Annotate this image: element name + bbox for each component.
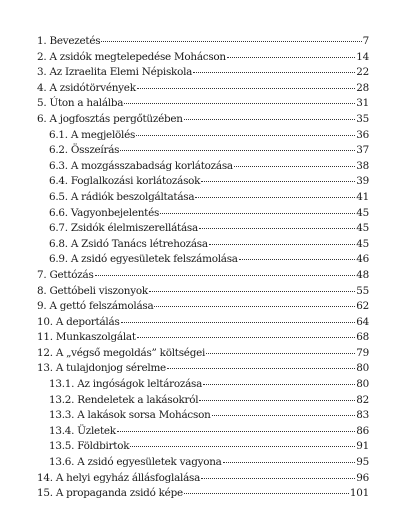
toc-entry-title: 3. Az Izraelita Elemi Népiskola (37, 66, 193, 79)
toc-entry (37, 284, 369, 300)
toc-entry-title: 6.7. Zsidók élelmiszerellátása (49, 222, 198, 235)
toc-leader-dots (121, 322, 356, 323)
toc-entry (37, 81, 369, 97)
toc-entry (37, 471, 369, 487)
toc-page-number: 45 (356, 222, 369, 235)
toc-entry (37, 50, 369, 66)
toc-leader-dots (203, 384, 355, 385)
toc-page-number: 79 (356, 346, 369, 359)
toc-entry-title: 13.6. A zsidó egyesületek vagyona (49, 456, 222, 469)
toc-leader-dots (212, 415, 356, 416)
toc-page-number: 31 (356, 97, 369, 110)
toc-leader-dots (137, 88, 356, 89)
toc-entry (37, 486, 369, 502)
toc-page-number: 46 (356, 253, 369, 266)
toc-leader-dots (101, 41, 361, 42)
toc-leader-dots (199, 228, 355, 229)
toc-subentry (37, 252, 369, 268)
toc-subentry (37, 143, 369, 159)
toc-leader-dots (124, 103, 355, 104)
toc-page-number: 64 (356, 315, 369, 328)
toc-subentry (37, 221, 369, 237)
toc-entry-title: 6.9. A zsidó egyesületek felszámolása (49, 253, 238, 266)
toc-entry (37, 34, 369, 50)
toc-page-number: 91 (356, 440, 369, 453)
toc-entry-title: 6.5. A rádiók beszolgáltatása (49, 190, 195, 203)
toc-leader-dots (167, 368, 355, 369)
toc-leader-dots (184, 493, 349, 494)
toc-entry (37, 315, 369, 331)
toc-page-number: 68 (356, 331, 369, 344)
toc-subentry (37, 439, 369, 455)
toc-entry-title: 15. A propaganda zsidó képe (37, 487, 183, 500)
toc-page-number: 95 (356, 456, 369, 469)
toc-leader-dots (95, 275, 356, 276)
toc-page-number: 7 (362, 35, 369, 47)
table-of-contents (37, 34, 369, 502)
toc-leader-dots (209, 244, 355, 245)
toc-entry-title: 6.2. Összeírás (49, 144, 120, 157)
toc-entry-title: 8. Gettóbeli viszonyok (37, 284, 148, 297)
toc-leader-dots (223, 462, 356, 463)
toc-leader-dots (206, 353, 355, 354)
toc-page-number: 41 (356, 190, 369, 203)
toc-subentry (37, 206, 369, 222)
toc-leader-dots (154, 306, 355, 307)
toc-page-number: 45 (356, 237, 369, 250)
toc-page-number: 35 (356, 112, 369, 125)
toc-entry-title: 4. A zsidótörvények (37, 81, 136, 94)
toc-leader-dots (239, 259, 356, 260)
toc-page-number: 83 (356, 409, 369, 422)
toc-page-number: 38 (356, 159, 369, 172)
toc-page-number: 37 (356, 144, 369, 157)
toc-leader-dots (195, 197, 355, 198)
toc-leader-dots (120, 150, 355, 151)
toc-leader-dots (199, 400, 355, 401)
toc-entry (37, 299, 369, 315)
toc-entry-title: 10. A deportálás (37, 315, 120, 328)
toc-page-number: 36 (356, 128, 369, 141)
toc-entry-title: 1. Bevezetés (37, 35, 101, 47)
toc-entry-title: 13.5. Földbirtok (49, 440, 130, 453)
toc-page-number: 86 (356, 424, 369, 437)
toc-entry (37, 112, 369, 128)
toc-leader-dots (149, 291, 355, 292)
toc-entry-title: 6.4. Foglalkozási korlátozások (49, 175, 201, 188)
toc-page-number: 22 (356, 66, 369, 79)
toc-subentry (37, 393, 369, 409)
toc-leader-dots (184, 119, 356, 120)
toc-page-number: 28 (356, 81, 369, 94)
toc-entry-title: 6.3. A mozgásszabadság korlátozása (49, 159, 233, 172)
toc-entry (37, 65, 369, 81)
toc-page-number: 82 (356, 393, 369, 406)
toc-page-number: 80 (356, 362, 369, 375)
toc-entry (37, 330, 369, 346)
toc-subentry (37, 128, 369, 144)
toc-entry-title: 6.8. A Zsidó Tanács létrehozása (49, 237, 208, 250)
toc-entry-title: 5. Úton a halálba (37, 97, 124, 110)
toc-entry-title: 13. A tulajdonjog sérelme (37, 362, 166, 375)
toc-entry (37, 346, 369, 362)
toc-entry-title: 12. A „végső megoldás” költségei (37, 346, 206, 359)
toc-page-number: 62 (356, 300, 369, 313)
toc-entry-title: 2. A zsidók megtelepedése Mohácson (37, 50, 226, 63)
toc-entry-title: 11. Munkaszolgálat (37, 331, 136, 344)
toc-entry (37, 361, 369, 377)
toc-page-number: 80 (356, 378, 369, 391)
toc-entry-title: 14. A helyi egyház állásfoglalása (37, 471, 201, 484)
toc-entry-title: 7. Gettózás (37, 268, 94, 281)
toc-page-number: 14 (356, 50, 369, 63)
toc-leader-dots (137, 337, 355, 338)
toc-entry-title: 13.1. Az ingóságok leltározása (49, 378, 203, 391)
toc-entry-title: 6. A jogfosztás pergőtüzében (37, 112, 183, 125)
toc-subentry (37, 424, 369, 440)
toc-entry (37, 96, 369, 112)
toc-page-number: 101 (349, 487, 369, 500)
toc-subentry (37, 455, 369, 471)
toc-subentry (37, 174, 369, 190)
toc-subentry (37, 377, 369, 393)
toc-subentry (37, 237, 369, 253)
toc-entry-title: 13.3. A lakások sorsa Mohácson (49, 409, 211, 422)
toc-subentry (37, 159, 369, 175)
toc-leader-dots (227, 57, 355, 58)
toc-leader-dots (201, 478, 355, 479)
toc-page-number: 45 (356, 206, 369, 219)
toc-leader-dots (193, 72, 355, 73)
toc-leader-dots (136, 135, 355, 136)
toc-leader-dots (130, 446, 355, 447)
toc-entry-title: 6.6. Vagyonbejelentés (49, 206, 160, 219)
toc-leader-dots (201, 181, 355, 182)
toc-subentry (37, 408, 369, 424)
toc-entry-title: 13.4. Üzletek (49, 424, 116, 437)
toc-page-number: 55 (356, 284, 369, 297)
toc-entry-title: 13.2. Rendeletek a lakásokról (49, 393, 199, 406)
toc-entry-title: 6.1. A megjelölés (49, 128, 136, 141)
toc-subentry (37, 190, 369, 206)
toc-page-number: 48 (356, 268, 369, 281)
toc-entry (37, 268, 369, 284)
toc-page-number: 39 (356, 175, 369, 188)
toc-leader-dots (234, 166, 355, 167)
toc-entry-title: 9. A gettó felszámolása (37, 300, 154, 313)
toc-page-number: 96 (356, 471, 369, 484)
toc-leader-dots (160, 213, 355, 214)
toc-leader-dots (117, 431, 355, 432)
